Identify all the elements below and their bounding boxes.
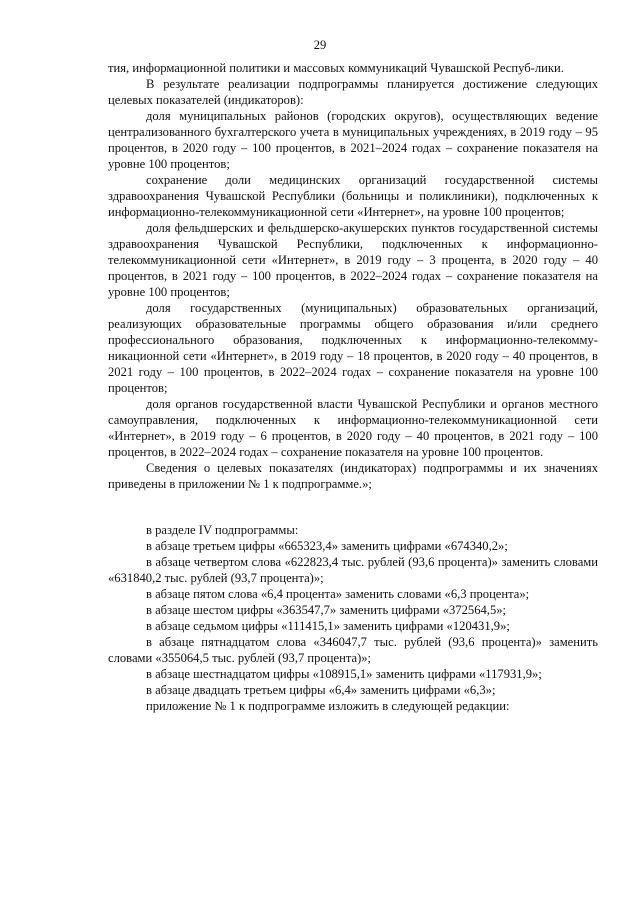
paragraph: в абзаце четвертом слова «622823,4 тыс. рублей (93,6 процента)» заменить словами «631840,2 тыс. рублей (93,7 процента)»; [108,555,598,585]
paragraph: в абзаце седьмом цифры «111415,1» заменить цифрами «120431,9»; [146,619,510,633]
paragraph: в абзаце третьем цифры «665323,4» заменить цифрами «674340,2»; [146,539,508,553]
paragraph: Сведения о целевых показателях (индикаторах) подпрограммы и их значениях приведены в приложении № 1 к подпрограмме.»; [108,461,598,491]
paragraph: доля государственных (муниципальных) образовательных организаций, реализующих образовательные программы общего образования и/или среднего профессионального образования, подключенных к информационно-телекоммуникационной сети «Интернет», в 2019 году – 18 процентов, в 2020 году – 40 процентов, в 2021 году – 100 процентов, в 2022–2024 годах – сохранение показателя на уровне 100 процентов; [108,301,598,395]
paragraph: в абзаце пятом слова «6,4 процента» заменить словами «6,3 процента»; [146,587,530,601]
paragraph: доля фельдшерских и фельдшерско-акушерских пунктов государственной системы здравоохранения Чувашской Республики, подключенных к информационно-телекоммуникационной сети «Интернет», в 2019 году – 3 процента, в 2020 году – 40 процентов, в 2021 году – 100 процентов, в 2022–2024 годах – сохранение показателя на уровне 100 процентов; [108,221,598,299]
paragraph: в абзаце пятнадцатом слова «346047,7 тыс. рублей (93,6 процента)» заменить словами «355064,5 тыс. рублей (93,7 процента)»; [108,635,598,665]
paragraph: тия, информационной политики и массовых коммуникаций Чувашской Респуб-лики. [108,61,564,75]
paragraph: в разделе IV подпрограммы: [146,523,299,537]
paragraph: В результате реализации подпрограммы планируется достижение следующих целевых показателей (индикаторов): [108,77,598,107]
paragraph: приложение № 1 к подпрограмме изложить в следующей редакции: [146,699,510,713]
page-number: 29 [313,38,327,52]
paragraph: в абзаце шестнадцатом цифры «108915,1» заменить цифрами «117931,9»; [146,667,542,681]
paragraph: сохранение доли медицинских организаций государственной системы здравоохранения Чувашской Республики (больницы и поликлиники), подключенных к информационно-телекоммуникационной сети «Интернет», на уровне 100 процентов; [108,173,598,219]
document-body [108,60,598,714]
paragraph: в абзаце шестом цифры «363547,7» заменить цифрами «372564,5»; [146,603,507,617]
paragraph-spacer [108,492,598,522]
paragraph: доля муниципальных районов (городских округов), осуществляющих ведение централизованного бухгалтерского учета в муниципальных учреждениях, в 2019 году – 95 процентов, в 2020 году – 100 процентов, в 2021–2024 годах – сохранение показателя на уровне 100 процентов; [108,109,598,171]
paragraph: в абзаце двадцать третьем цифры «6,4» заменить цифрами «6,3»; [146,683,496,697]
paragraph: доля органов государственной власти Чувашской Республики и органов местного самоуправления, подключенных к информационно-телекоммуникационной сети «Интернет», в 2019 году – 6 процентов, в 2020 году – 40 процентов, в 2021 году – 100 процентов, в 2022–2024 годах – сохранение показателя на уровне 100 процентов. [108,397,598,459]
